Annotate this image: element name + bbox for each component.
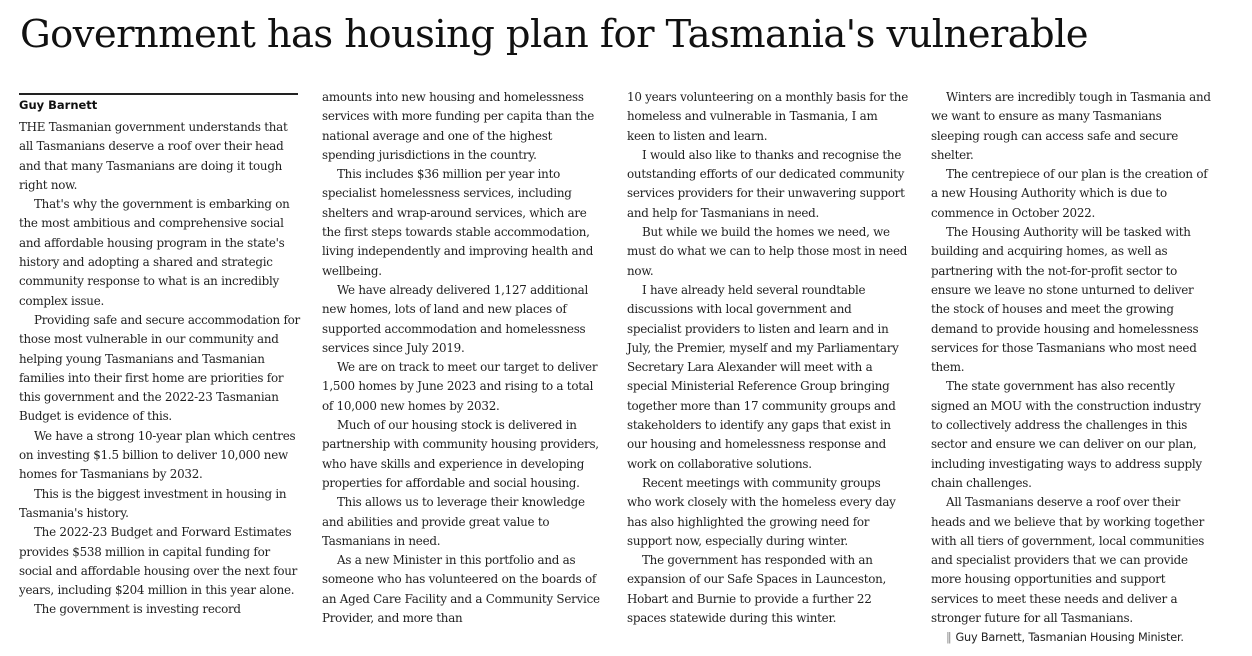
paragraph: THE Tasmanian government understands that all Tasmanians deserve a roof over their head and that many Tasmanians are doing it tough right now. (19, 120, 288, 192)
paragraph: The state government has also recently signed an MOU with the construction industry to collectively address the challenges in this sector and ensure we can deliver on our plan, including investigating ways to address supply chain challenges. (931, 379, 1202, 490)
paragraph: All Tasmanians deserve a roof over their heads and we believe that by working together with all tiers of government, local communities and specialist providers that we can provide more housing opportunities and support services to meet these needs and deliver a stronger future for all Tasmanians. (931, 495, 1205, 626)
paragraph: The 2022-23 Budget and Forward Estimates provides $538 million in capital funding for social and affordable housing over the next four years, including $204 million in this year alone. (19, 525, 298, 598)
paragraph: I would also like to thanks and recognise the outstanding efforts of our dedicated community services providers for their unwavering support and help for Tasmanians in need. (627, 147, 905, 220)
article-column-2 (322, 88, 603, 628)
paragraph: Winters are incredibly tough in Tasmania and we want to ensure as many Tasmanians sleeping rough can access safe and secure shelter. (931, 90, 1211, 162)
paragraph: Recent meetings with community groups who work closely with the homeless every day has also highlighted the growing need for support now, especially during winter. (627, 475, 896, 548)
paragraph: Much of our housing stock is delivered in partnership with community housing providers, who have skills and experience in developing properties for affordable and social housing. (322, 418, 599, 490)
signoff-mark-icon: ‖ (946, 631, 952, 645)
paragraph: 10 years volunteering on a monthly basis for the homeless and vulnerable in Tasmania, I am keen to listen and learn. (627, 90, 908, 143)
paragraph: amounts into new housing and homelessness services with more funding per capita than the national average and one of the highest spending jurisdictions in the country. (322, 90, 595, 162)
paragraph: This is the biggest investment in housing in Tasmania's history. (19, 486, 287, 520)
signoff-text: Guy Barnett, Tasmanian Housing Minister. (955, 631, 1184, 645)
paragraph: I have already held several roundtable discussions with local government and specialist providers to listen and learn and in July, the Premier, myself and my Parliamentary Secretary Lara Alexander will meet with a special Ministerial Reference Group bringing together more than 17 community groups and stakeholders to identify any gaps that exist in our housing and homelessness response and work on collaborative solutions. (627, 282, 899, 471)
paragraph: We have already delivered 1,127 additional new homes, lots of land and new places of supported accommodation and homelessness services since July 2019. (322, 282, 589, 355)
paragraph: That's why the government is embarking on the most ambitious and comprehensive social and affordable housing program in the state's history and adopting a shared and strategic community response to what is an incredibly complex issue. (19, 197, 290, 308)
paragraph: This allows us to leverage their knowledge and abilities and provide great value to Tasmanians in need. (322, 495, 585, 548)
paragraph: The government has responded with an expansion of our Safe Spaces in Launceston, Hobart and Burnie to provide a further 22 spaces statewide during this winter. (627, 553, 887, 626)
byline-rule (19, 93, 298, 95)
paragraph: This includes $36 million per year into specialist homelessness services, including shelters and wrap-around services, which are the first steps towards stable accommodation, living independently and improving health and wellbeing. (322, 167, 594, 278)
paragraph: The Housing Authority will be tasked with building and acquiring homes, as well as partnering with the not-for-profit sector to ensure we leave no stone unturned to deliver the stock of houses and meet the growing demand to provide housing and homelessness services for those Tasmanians who most need them. (931, 225, 1199, 375)
paragraph: The centrepiece of our plan is the creation of a new Housing Authority which is due to commence in October 2022. (931, 167, 1208, 220)
paragraph: Providing safe and secure accommodation for those most vulnerable in our community and helping young Tasmanians and Tasmanian families into their first home are priorities for this government and the 2022-23 Tasmanian Budget is evidence of this. (19, 312, 300, 424)
paragraph: We are on track to meet our target to deliver 1,500 homes by June 2023 and rising to a total of 10,000 new homes by 2032. (322, 360, 598, 413)
paragraph: We have a strong 10-year plan which centres on investing $1.5 billion to deliver 10,000 new homes for Tasmanians by 2032. (19, 428, 296, 482)
author-signoff (931, 628, 1212, 647)
article-column-1 (19, 118, 300, 620)
byline: Guy Barnett (19, 98, 98, 112)
headline: Government has housing plan for Tasmania's vulnerable (20, 12, 1088, 57)
paragraph: But while we build the homes we need, we must do what we can to help those most in need now. (627, 225, 908, 278)
article-column-4 (931, 88, 1212, 648)
article-column-3 (627, 88, 908, 628)
paragraph: The government is investing record (34, 602, 241, 617)
paragraph: As a new Minister in this portfolio and as someone who has volunteered on the boards of an Aged Care Facility and a Community Service Provider, and more than (322, 553, 600, 626)
